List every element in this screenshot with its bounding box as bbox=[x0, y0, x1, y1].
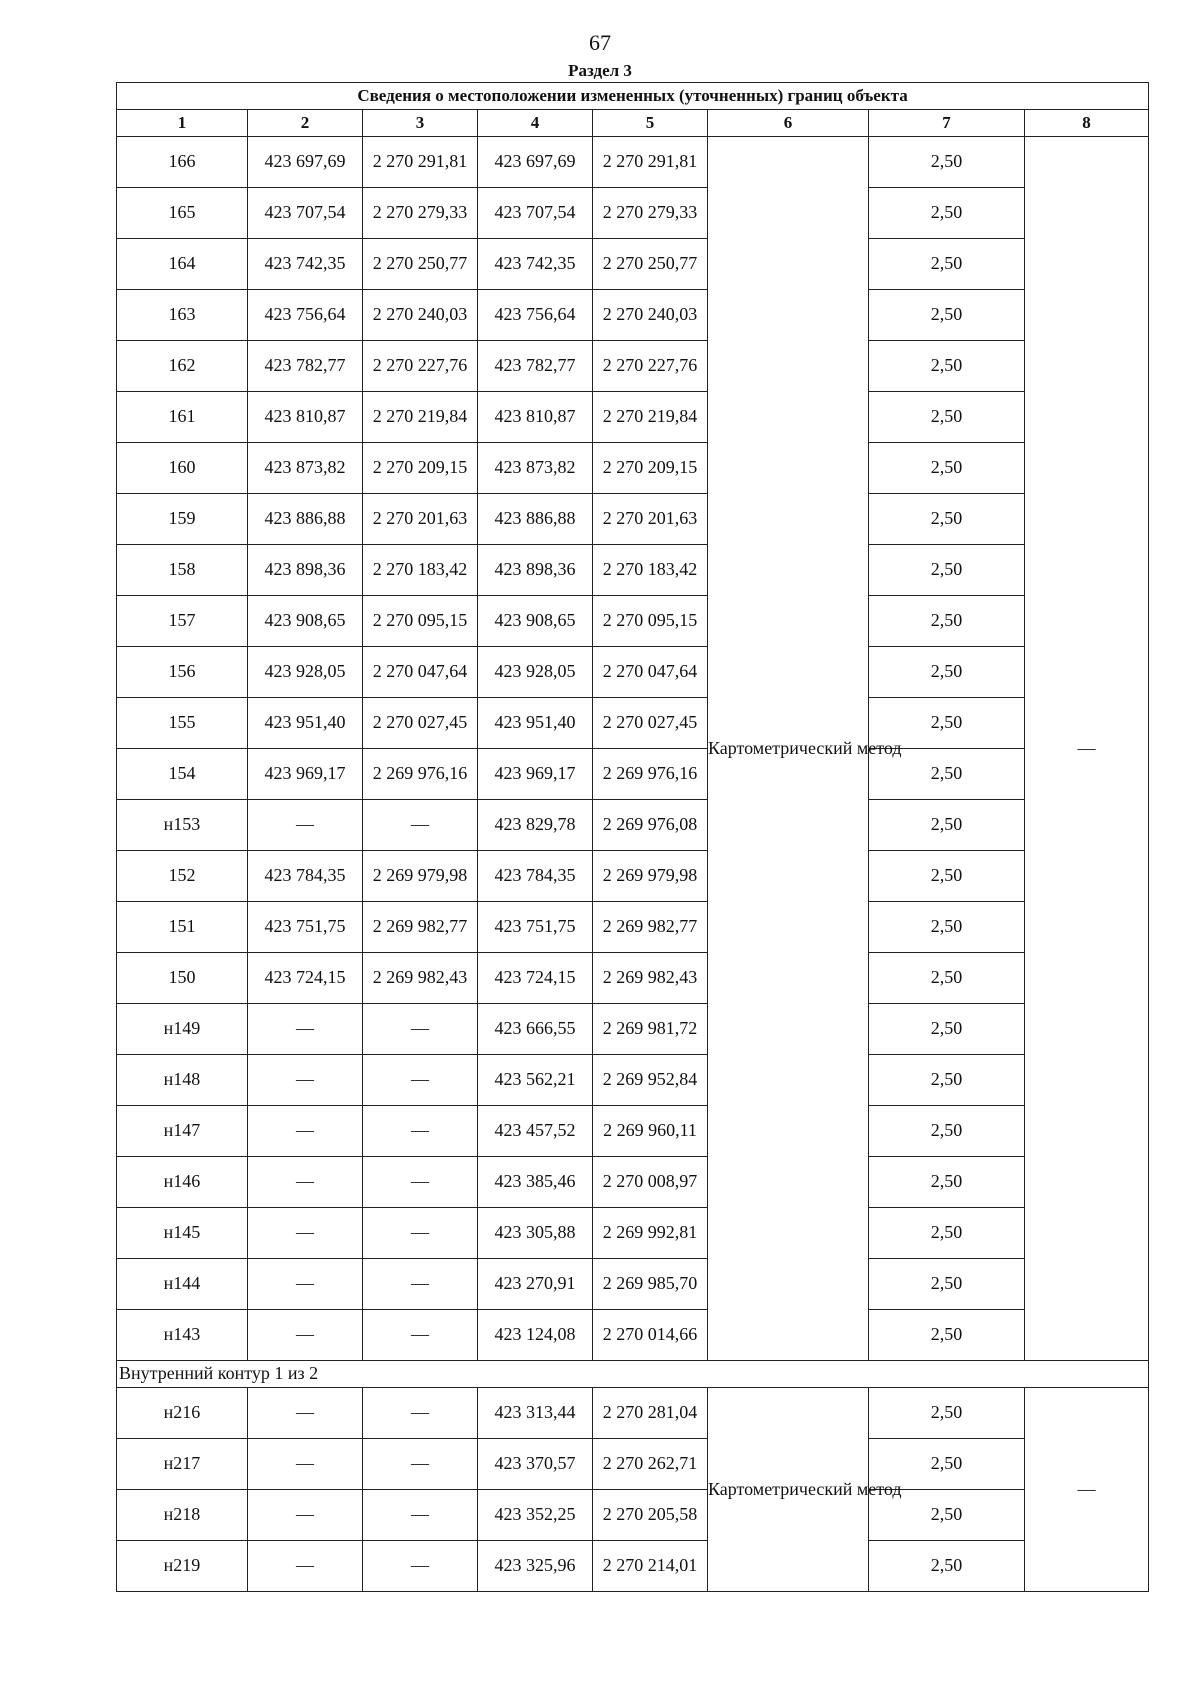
table-row bbox=[117, 239, 1149, 290]
point-id-cell: 158 bbox=[117, 545, 248, 596]
x-new-cell: 423 666,55 bbox=[478, 1004, 593, 1055]
table-row bbox=[117, 1208, 1149, 1259]
point-id-cell: н147 bbox=[117, 1106, 248, 1157]
accuracy-cell: 2,50 bbox=[869, 1541, 1025, 1592]
y-new-cell: 2 270 214,01 bbox=[593, 1541, 708, 1592]
y-old-cell: — bbox=[363, 1259, 478, 1310]
table-title-row bbox=[117, 83, 1149, 110]
table-row bbox=[117, 137, 1149, 188]
point-id-cell: 150 bbox=[117, 953, 248, 1004]
x-new-cell: 423 562,21 bbox=[478, 1055, 593, 1106]
accuracy-cell: 2,50 bbox=[869, 1439, 1025, 1490]
table-row bbox=[117, 1490, 1149, 1541]
y-new-cell: 2 270 291,81 bbox=[593, 137, 708, 188]
y-new-cell: 2 270 209,15 bbox=[593, 443, 708, 494]
point-id-cell: 152 bbox=[117, 851, 248, 902]
table-title: Сведения о местоположении измененных (уточненных) границ объекта bbox=[117, 83, 1149, 110]
y-new-cell: 2 270 205,58 bbox=[593, 1490, 708, 1541]
accuracy-cell: 2,50 bbox=[869, 1055, 1025, 1106]
y-new-cell: 2 270 279,33 bbox=[593, 188, 708, 239]
x-old-cell: 423 697,69 bbox=[248, 137, 363, 188]
page-number: 67 bbox=[589, 30, 611, 55]
accuracy-cell: 2,50 bbox=[869, 851, 1025, 902]
x-new-cell: 423 370,57 bbox=[478, 1439, 593, 1490]
point-id-cell: 164 bbox=[117, 239, 248, 290]
accuracy-cell: 2,50 bbox=[869, 1004, 1025, 1055]
table-row bbox=[117, 1259, 1149, 1310]
table-row bbox=[117, 1541, 1149, 1592]
y-new-cell: 2 270 240,03 bbox=[593, 290, 708, 341]
point-id-cell: н143 bbox=[117, 1310, 248, 1361]
y-new-cell: 2 270 183,42 bbox=[593, 545, 708, 596]
y-old-cell: 2 270 095,15 bbox=[363, 596, 478, 647]
point-id-cell: 162 bbox=[117, 341, 248, 392]
table-row bbox=[117, 749, 1149, 800]
x-old-cell: — bbox=[248, 1106, 363, 1157]
x-new-cell: 423 784,35 bbox=[478, 851, 593, 902]
x-old-cell: 423 782,77 bbox=[248, 341, 363, 392]
accuracy-cell: 2,50 bbox=[869, 902, 1025, 953]
accuracy-cell: 2,50 bbox=[869, 698, 1025, 749]
y-new-cell: 2 269 985,70 bbox=[593, 1259, 708, 1310]
accuracy-cell: 2,50 bbox=[869, 239, 1025, 290]
contour-label: Внутренний контур 1 из 2 bbox=[117, 1361, 1149, 1388]
table-row bbox=[117, 1310, 1149, 1361]
table-row bbox=[117, 392, 1149, 443]
y-new-cell: 2 270 095,15 bbox=[593, 596, 708, 647]
point-id-cell: н153 bbox=[117, 800, 248, 851]
accuracy-cell: 2,50 bbox=[869, 137, 1025, 188]
point-id-cell: н146 bbox=[117, 1157, 248, 1208]
x-old-cell: — bbox=[248, 1055, 363, 1106]
table-row bbox=[117, 290, 1149, 341]
y-old-cell: — bbox=[363, 1055, 478, 1106]
y-new-cell: 2 270 250,77 bbox=[593, 239, 708, 290]
table-row bbox=[117, 1106, 1149, 1157]
x-new-cell: 423 742,35 bbox=[478, 239, 593, 290]
table-row bbox=[117, 545, 1149, 596]
y-old-cell: 2 270 279,33 bbox=[363, 188, 478, 239]
y-old-cell: — bbox=[363, 1004, 478, 1055]
x-old-cell: — bbox=[248, 1388, 363, 1439]
y-old-cell: — bbox=[363, 1439, 478, 1490]
point-id-cell: н219 bbox=[117, 1541, 248, 1592]
y-old-cell: 2 270 240,03 bbox=[363, 290, 478, 341]
y-old-cell: — bbox=[363, 1541, 478, 1592]
column-header: 1 bbox=[117, 110, 248, 137]
y-old-cell: 2 270 027,45 bbox=[363, 698, 478, 749]
y-new-cell: 2 270 262,71 bbox=[593, 1439, 708, 1490]
x-old-cell: 423 898,36 bbox=[248, 545, 363, 596]
accuracy-cell: 2,50 bbox=[869, 1208, 1025, 1259]
point-id-cell: н148 bbox=[117, 1055, 248, 1106]
x-new-cell: 423 928,05 bbox=[478, 647, 593, 698]
accuracy-cell: 2,50 bbox=[869, 1310, 1025, 1361]
y-old-cell: 2 270 227,76 bbox=[363, 341, 478, 392]
x-old-cell: 423 928,05 bbox=[248, 647, 363, 698]
table-row bbox=[117, 1388, 1149, 1439]
x-old-cell: 423 969,17 bbox=[248, 749, 363, 800]
point-id-cell: 155 bbox=[117, 698, 248, 749]
column-header: 5 bbox=[593, 110, 708, 137]
x-old-cell: 423 810,87 bbox=[248, 392, 363, 443]
accuracy-cell: 2,50 bbox=[869, 188, 1025, 239]
x-old-cell: — bbox=[248, 1004, 363, 1055]
y-old-cell: 2 270 183,42 bbox=[363, 545, 478, 596]
point-id-cell: 154 bbox=[117, 749, 248, 800]
table-row bbox=[117, 1439, 1149, 1490]
x-new-cell: 423 898,36 bbox=[478, 545, 593, 596]
column-header: 3 bbox=[363, 110, 478, 137]
accuracy-cell: 2,50 bbox=[869, 494, 1025, 545]
y-new-cell: 2 269 981,72 bbox=[593, 1004, 708, 1055]
table-row bbox=[117, 341, 1149, 392]
x-new-cell: 423 124,08 bbox=[478, 1310, 593, 1361]
x-old-cell: 423 707,54 bbox=[248, 188, 363, 239]
x-new-cell: 423 457,52 bbox=[478, 1106, 593, 1157]
y-old-cell: 2 269 982,77 bbox=[363, 902, 478, 953]
y-old-cell: 2 269 976,16 bbox=[363, 749, 478, 800]
x-new-cell: 423 305,88 bbox=[478, 1208, 593, 1259]
y-old-cell: — bbox=[363, 1106, 478, 1157]
x-old-cell: — bbox=[248, 1541, 363, 1592]
x-new-cell: 423 385,46 bbox=[478, 1157, 593, 1208]
point-id-cell: 160 bbox=[117, 443, 248, 494]
x-new-cell: 423 697,69 bbox=[478, 137, 593, 188]
column-8-cell: — bbox=[1025, 1388, 1149, 1592]
y-old-cell: 2 270 291,81 bbox=[363, 137, 478, 188]
accuracy-cell: 2,50 bbox=[869, 647, 1025, 698]
x-old-cell: — bbox=[248, 1208, 363, 1259]
y-new-cell: 2 269 979,98 bbox=[593, 851, 708, 902]
x-new-cell: 423 707,54 bbox=[478, 188, 593, 239]
y-new-cell: 2 269 982,43 bbox=[593, 953, 708, 1004]
point-id-cell: 163 bbox=[117, 290, 248, 341]
point-id-cell: н216 bbox=[117, 1388, 248, 1439]
y-new-cell: 2 270 201,63 bbox=[593, 494, 708, 545]
table-row bbox=[117, 647, 1149, 698]
point-id-cell: 156 bbox=[117, 647, 248, 698]
y-old-cell: 2 269 979,98 bbox=[363, 851, 478, 902]
point-id-cell: 166 bbox=[117, 137, 248, 188]
y-old-cell: 2 270 201,63 bbox=[363, 494, 478, 545]
x-old-cell: 423 724,15 bbox=[248, 953, 363, 1004]
x-old-cell: — bbox=[248, 1259, 363, 1310]
x-old-cell: 423 873,82 bbox=[248, 443, 363, 494]
table-row bbox=[117, 596, 1149, 647]
x-new-cell: 423 829,78 bbox=[478, 800, 593, 851]
column-header: 7 bbox=[869, 110, 1025, 137]
x-old-cell: — bbox=[248, 800, 363, 851]
y-old-cell: 2 270 250,77 bbox=[363, 239, 478, 290]
table-row bbox=[117, 1004, 1149, 1055]
accuracy-cell: 2,50 bbox=[869, 1157, 1025, 1208]
point-id-cell: 151 bbox=[117, 902, 248, 953]
x-old-cell: 423 751,75 bbox=[248, 902, 363, 953]
y-new-cell: 2 269 952,84 bbox=[593, 1055, 708, 1106]
accuracy-cell: 2,50 bbox=[869, 596, 1025, 647]
y-new-cell: 2 270 027,45 bbox=[593, 698, 708, 749]
x-new-cell: 423 969,17 bbox=[478, 749, 593, 800]
accuracy-cell: 2,50 bbox=[869, 443, 1025, 494]
accuracy-cell: 2,50 bbox=[869, 341, 1025, 392]
table-row bbox=[117, 1157, 1149, 1208]
table-row bbox=[117, 953, 1149, 1004]
accuracy-cell: 2,50 bbox=[869, 1259, 1025, 1310]
point-id-cell: н149 bbox=[117, 1004, 248, 1055]
accuracy-cell: 2,50 bbox=[869, 290, 1025, 341]
point-id-cell: 157 bbox=[117, 596, 248, 647]
section-title: Раздел 3 bbox=[568, 61, 632, 80]
y-old-cell: 2 270 047,64 bbox=[363, 647, 478, 698]
method-cell: Картометрический метод bbox=[708, 137, 869, 1361]
x-new-cell: 423 270,91 bbox=[478, 1259, 593, 1310]
y-old-cell: 2 270 209,15 bbox=[363, 443, 478, 494]
x-old-cell: 423 784,35 bbox=[248, 851, 363, 902]
y-old-cell: — bbox=[363, 1388, 478, 1439]
accuracy-cell: 2,50 bbox=[869, 1388, 1025, 1439]
x-new-cell: 423 756,64 bbox=[478, 290, 593, 341]
x-old-cell: 423 756,64 bbox=[248, 290, 363, 341]
accuracy-cell: 2,50 bbox=[869, 800, 1025, 851]
column-header: 4 bbox=[478, 110, 593, 137]
method-cell: Картометрический метод bbox=[708, 1388, 869, 1592]
x-old-cell: — bbox=[248, 1490, 363, 1541]
x-new-cell: 423 873,82 bbox=[478, 443, 593, 494]
accuracy-cell: 2,50 bbox=[869, 1106, 1025, 1157]
point-id-cell: н218 bbox=[117, 1490, 248, 1541]
x-new-cell: 423 951,40 bbox=[478, 698, 593, 749]
x-old-cell: — bbox=[248, 1439, 363, 1490]
point-id-cell: 165 bbox=[117, 188, 248, 239]
y-old-cell: — bbox=[363, 1208, 478, 1259]
y-old-cell: 2 270 219,84 bbox=[363, 392, 478, 443]
y-new-cell: 2 269 992,81 bbox=[593, 1208, 708, 1259]
y-old-cell: — bbox=[363, 1157, 478, 1208]
column-number-row bbox=[117, 110, 1149, 137]
y-new-cell: 2 270 219,84 bbox=[593, 392, 708, 443]
x-new-cell: 423 724,15 bbox=[478, 953, 593, 1004]
x-new-cell: 423 325,96 bbox=[478, 1541, 593, 1592]
y-new-cell: 2 269 982,77 bbox=[593, 902, 708, 953]
table-row bbox=[117, 698, 1149, 749]
y-old-cell: — bbox=[363, 1310, 478, 1361]
y-new-cell: 2 269 976,16 bbox=[593, 749, 708, 800]
y-new-cell: 2 269 976,08 bbox=[593, 800, 708, 851]
point-id-cell: 161 bbox=[117, 392, 248, 443]
x-new-cell: 423 352,25 bbox=[478, 1490, 593, 1541]
y-new-cell: 2 270 008,97 bbox=[593, 1157, 708, 1208]
x-old-cell: 423 742,35 bbox=[248, 239, 363, 290]
table-row bbox=[117, 800, 1149, 851]
table-row bbox=[117, 851, 1149, 902]
x-new-cell: 423 886,88 bbox=[478, 494, 593, 545]
x-new-cell: 423 782,77 bbox=[478, 341, 593, 392]
point-id-cell: н144 bbox=[117, 1259, 248, 1310]
y-new-cell: 2 270 227,76 bbox=[593, 341, 708, 392]
accuracy-cell: 2,50 bbox=[869, 953, 1025, 1004]
point-id-cell: н217 bbox=[117, 1439, 248, 1490]
y-old-cell: — bbox=[363, 800, 478, 851]
coordinates-table bbox=[116, 82, 1149, 1592]
contour-label-row bbox=[117, 1361, 1149, 1388]
table-row bbox=[117, 188, 1149, 239]
x-old-cell: 423 886,88 bbox=[248, 494, 363, 545]
x-old-cell: 423 951,40 bbox=[248, 698, 363, 749]
x-old-cell: — bbox=[248, 1157, 363, 1208]
y-new-cell: 2 270 014,66 bbox=[593, 1310, 708, 1361]
x-new-cell: 423 908,65 bbox=[478, 596, 593, 647]
accuracy-cell: 2,50 bbox=[869, 392, 1025, 443]
table-row bbox=[117, 902, 1149, 953]
y-new-cell: 2 270 047,64 bbox=[593, 647, 708, 698]
x-old-cell: — bbox=[248, 1310, 363, 1361]
table-row bbox=[117, 494, 1149, 545]
y-new-cell: 2 270 281,04 bbox=[593, 1388, 708, 1439]
y-old-cell: 2 269 982,43 bbox=[363, 953, 478, 1004]
column-header: 2 bbox=[248, 110, 363, 137]
x-new-cell: 423 313,44 bbox=[478, 1388, 593, 1439]
x-old-cell: 423 908,65 bbox=[248, 596, 363, 647]
x-new-cell: 423 810,87 bbox=[478, 392, 593, 443]
accuracy-cell: 2,50 bbox=[869, 749, 1025, 800]
column-8-cell: — bbox=[1025, 137, 1149, 1361]
point-id-cell: 159 bbox=[117, 494, 248, 545]
x-new-cell: 423 751,75 bbox=[478, 902, 593, 953]
table-row bbox=[117, 443, 1149, 494]
point-id-cell: н145 bbox=[117, 1208, 248, 1259]
column-header: 8 bbox=[1025, 110, 1149, 137]
table-row bbox=[117, 1055, 1149, 1106]
accuracy-cell: 2,50 bbox=[869, 545, 1025, 596]
accuracy-cell: 2,50 bbox=[869, 1490, 1025, 1541]
column-header: 6 bbox=[708, 110, 869, 137]
y-old-cell: — bbox=[363, 1490, 478, 1541]
y-new-cell: 2 269 960,11 bbox=[593, 1106, 708, 1157]
